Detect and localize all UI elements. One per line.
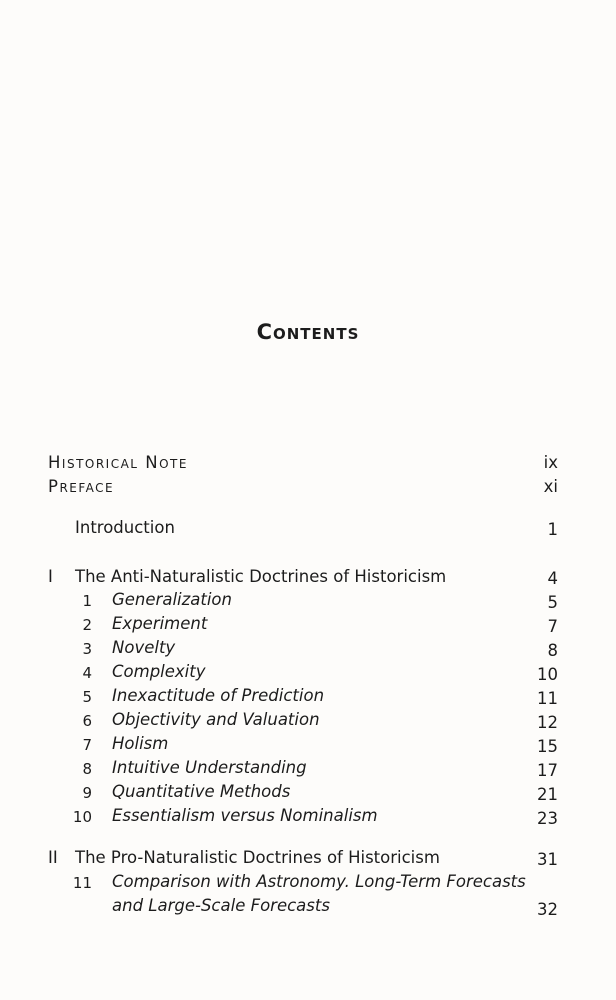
toc-section-title: Complexity (112, 662, 206, 681)
toc-section-page: 11 (537, 689, 558, 708)
toc-section-title: Holism (112, 734, 169, 753)
toc-section-title: Generalization (112, 590, 232, 609)
toc-section-title: Quantitative Methods (112, 782, 291, 801)
toc-section-num: 11 (72, 874, 92, 892)
toc-section-title: Essentialism versus Nominalism (112, 806, 378, 825)
toc-section-num: 3 (82, 640, 92, 658)
toc-part-numeral-2: II (48, 848, 58, 867)
toc-section-page: 23 (537, 809, 558, 828)
page-title: Contents (256, 320, 360, 344)
toc-section-title-line2: and Large-Scale Forecasts (112, 896, 330, 915)
toc-section-page: 32 (537, 900, 558, 919)
toc-page-part-2: 31 (537, 850, 558, 869)
toc-section-title: Experiment (112, 614, 208, 633)
toc-section-title: Novelty (112, 638, 176, 657)
toc-page-historical-note: ix (543, 453, 558, 472)
toc-section-num: 4 (82, 664, 92, 682)
toc-section-page: 8 (547, 641, 558, 660)
toc-section-page: 21 (537, 785, 558, 804)
toc-part-title-1: The Anti-Naturalistic Doctrines of Historicism (75, 567, 447, 586)
toc-section-page: 12 (537, 713, 558, 732)
toc-page-part-1: 4 (547, 569, 558, 588)
toc-section-title-line1: Comparison with Astronomy. Long-Term Forecasts (112, 872, 526, 891)
toc-section-page: 15 (537, 737, 558, 756)
toc-section-title: Inexactitude of Prediction (112, 686, 325, 705)
toc-section-page: 5 (547, 593, 558, 612)
toc-part-numeral-1: I (48, 567, 53, 586)
toc-section-num: 5 (82, 688, 92, 706)
toc-entry-historical-note: Historical Note (48, 453, 188, 472)
toc-section-num: 6 (82, 712, 92, 730)
toc-section-num: 8 (82, 760, 92, 778)
toc-page-introduction: 1 (547, 520, 558, 539)
toc-section-num: 10 (72, 808, 92, 826)
toc-section-num: 1 (82, 592, 92, 610)
toc-entry-preface: Preface (48, 477, 115, 496)
toc-part-title-2: The Pro-Naturalistic Doctrines of Historicism (75, 848, 440, 867)
toc-section-num: 2 (82, 616, 92, 634)
toc-page-preface: xi (543, 477, 558, 496)
toc-section-page: 7 (547, 617, 558, 636)
toc-entry-introduction: Introduction (75, 518, 175, 537)
toc-section-num: 7 (82, 736, 92, 754)
toc-section-page: 17 (537, 761, 558, 780)
toc-section-num: 9 (82, 784, 92, 802)
toc-section-title: Intuitive Understanding (112, 758, 307, 777)
toc-section-page: 10 (537, 665, 558, 684)
toc-section-title: Objectivity and Valuation (112, 710, 320, 729)
